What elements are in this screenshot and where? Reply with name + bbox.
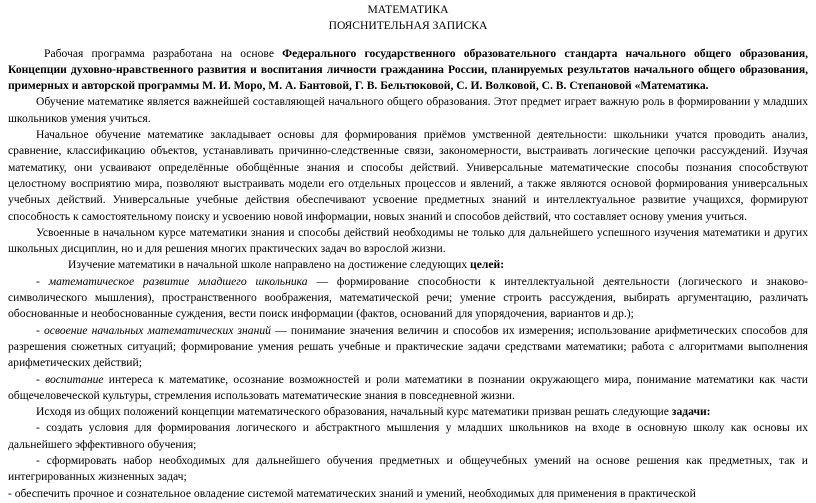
intro-lead: Рабочая программа разработана на основе: [44, 46, 283, 60]
paragraph-goals-intro: [8, 257, 808, 273]
goal-1-text: — формирование способности к интеллектуальной деятельности (логического и знаково-символического мышления), пространственного воображения, математической речи; умение строить рассуждения, выбирать аргументацию, различать обоснованные и необоснованные суждения, вести поиск информации (фактов, оснований для упорядочения, вариантов и др.);: [8, 274, 808, 321]
paragraph-tasks-intro: [8, 404, 808, 420]
goal-item-2: [8, 323, 808, 372]
intro-bold: Федерального государственного образовательного стандарта начального общего образования, Концепции духовно-нравственного развития и воспитания личности гражданина России, планируемых результатов начального общего образования, примерных и авторской программы М. И. Моро, М. А. Бантовой, Г. В. Бельтюковой, С. И. Волковой, С. В. Степановой «Математика.: [8, 46, 808, 93]
task-item-2: - сформировать набор необходимых для дальнейшего обучения предметных и общеучебных умений на основе решения как предметных, так и интегрированных жизненных задач;: [8, 454, 808, 484]
goal-item-1: [8, 274, 808, 323]
goal-3-text: интереса к математике, осознание возможностей и роли математики в познании окружающего мира, понимание математики как части общечеловеческой культуры, стремления использовать математические знания в повседневной жизни.: [8, 372, 808, 402]
doc-subtitle: ПОЯСНИТЕЛЬНАЯ ЗАПИСКА: [328, 19, 488, 33]
goal-item-3: [8, 372, 808, 405]
paragraph-intro: [8, 46, 808, 95]
goal-2-title: - освоение начальных математических знаний: [36, 323, 271, 337]
task-item-1: - создать условия для формирования логического и абстрактного мышления у младших школьников на входе в основную школу как основы их дальнейшего эффективного обучения;: [8, 421, 808, 451]
tasks-word: задачи:: [671, 405, 711, 419]
paragraph-knowledge: Усвоенные в начальном курсе математики знания и способы действий необходимы не только для дальнейшего успешного изучения математики и других школьных дисциплин, но и для решения многих практических задач во взрослой жизни.: [8, 225, 808, 256]
goals-word: целей:: [470, 258, 505, 272]
doc-title: МАТЕМАТИКА: [367, 3, 449, 16]
paragraph-foundations: Начальное обучение математике закладывает основы для формирования приёмов умственной деятельности: школьники учатся проводить анализ, сравнение, классификацию объектов, устанавливать причинно-следственные связи, закономерности, выстраивать логические цепочки рассуждений. Изучая математику, они усваивают определённые обобщённые знания и способы действий. Универсальные математические способы познания способствуют целостному восприятию мира, позволяют выстраивать модели его отдельных процессов и явлений, а также являются основой формирования универсальных учебных действий. Универсальные учебные действия обеспечивают усвоение предметных знаний и интеллектуальное развитие учащихся, формируют способность к самостоятельному поиску и усвоению новой информации, новых знаний и способов действий, что составляет основу умения учиться.: [8, 128, 808, 223]
task-item-3: - обеспечить прочное и сознательное овладение системой математических знаний и умений, необходимых для применения в практической: [8, 486, 696, 500]
goal-3-title: - воспитание: [36, 372, 104, 386]
goals-lead: Изучение математики в начальной школе направлено на достижение следующих: [68, 258, 471, 272]
goal-2-text: — понимание значения величин и способов их измерения; использование арифметических способов для разрешения сюжетных ситуаций; формирование умения решать учебные и практические задачи средствами математики; работа с алгоритмами выполнения арифметических действий;: [8, 323, 808, 370]
tasks-lead: Исходя из общих положений концепции математического образования, начальный курс математики призван решать следующие: [36, 405, 672, 419]
goal-1-title: - математическое развитие младшего школьника: [36, 274, 308, 288]
paragraph-importance: Обучение математике является важнейшей составляющей начального общего образования. Этот предмет играет важную роль в формировании у младших школьников умения учиться.: [8, 95, 808, 125]
